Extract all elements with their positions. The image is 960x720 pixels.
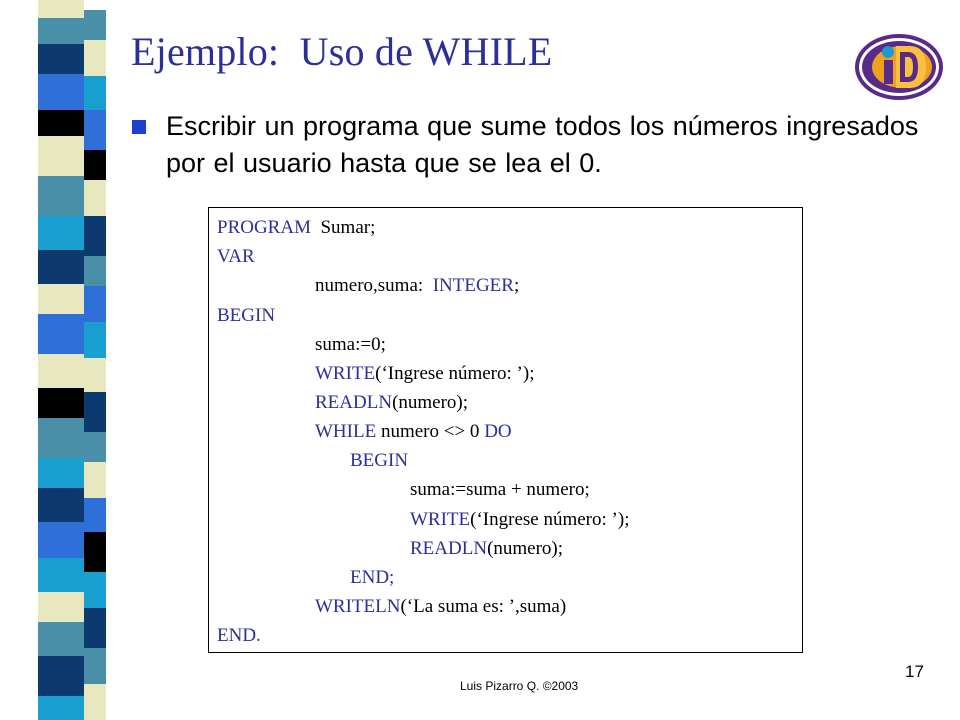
code-line xyxy=(350,563,394,593)
code-line xyxy=(315,271,519,301)
bar-block xyxy=(38,622,84,656)
code-line xyxy=(315,388,468,418)
code-keyword: DO xyxy=(484,421,512,442)
code-line xyxy=(315,330,386,360)
code-text: Sumar; xyxy=(310,217,376,238)
bar-block xyxy=(84,358,106,392)
bar-block xyxy=(84,256,106,286)
code-line xyxy=(410,475,590,505)
code-keyword: PROGRAM xyxy=(217,217,311,238)
code-listing xyxy=(208,207,803,653)
code-line xyxy=(217,242,255,272)
code-text: (numero); xyxy=(392,392,469,413)
bar-block xyxy=(38,314,84,354)
bar-block xyxy=(84,76,106,110)
bar-block xyxy=(84,648,106,684)
bar-block xyxy=(38,592,84,622)
bar-block xyxy=(38,418,84,458)
logo-id xyxy=(852,30,946,104)
bar-block xyxy=(38,74,84,110)
bar-block xyxy=(84,110,106,150)
code-line xyxy=(350,446,408,476)
code-line xyxy=(217,621,261,651)
code-text: (‘Ingrese número: ’); xyxy=(470,509,630,530)
code-text: suma:=suma + numero; xyxy=(410,479,590,500)
code-text: suma:=0; xyxy=(315,334,386,355)
code-line xyxy=(410,534,563,564)
bar-block xyxy=(84,216,106,256)
code-keyword: WHILE xyxy=(315,421,377,442)
bar-block xyxy=(38,0,84,18)
code-keyword: END; xyxy=(350,567,395,588)
bar-block xyxy=(38,388,84,418)
code-text: (‘La suma es: ’,suma) xyxy=(400,596,567,617)
bar-block xyxy=(0,0,42,720)
code-line xyxy=(315,592,566,622)
bar-block xyxy=(84,392,106,432)
code-line xyxy=(217,213,375,243)
footer-credit: Luis Pizarro Q. ©2003 xyxy=(460,679,579,693)
code-keyword: BEGIN xyxy=(350,450,409,471)
slide-title: Ejemplo: Uso de WHILE xyxy=(131,29,553,74)
code-keyword: VAR xyxy=(217,246,255,267)
bar-block xyxy=(38,250,84,284)
bar-block xyxy=(84,286,106,322)
code-text: numero,suma: xyxy=(315,275,433,296)
bar-block xyxy=(84,462,106,498)
bar-block xyxy=(38,136,84,176)
bullet-square-icon xyxy=(132,120,146,134)
bar-block xyxy=(38,284,84,314)
bar-block xyxy=(84,608,106,648)
bar-block xyxy=(84,322,106,358)
bar-block xyxy=(38,176,84,216)
bar-block xyxy=(38,656,84,696)
code-keyword: WRITE xyxy=(315,363,376,384)
bar-block xyxy=(38,522,84,558)
page-number: 17 xyxy=(905,662,924,681)
bar-block xyxy=(84,0,106,10)
code-line xyxy=(315,359,534,389)
code-line xyxy=(217,301,275,331)
bar-block xyxy=(38,216,84,250)
code-text: ; xyxy=(513,275,520,296)
bar-block xyxy=(84,150,106,180)
bar-block xyxy=(38,354,84,388)
code-keyword: INTEGER xyxy=(432,275,514,296)
code-text: numero <> 0 xyxy=(376,421,485,442)
code-keyword: WRITELN xyxy=(315,596,401,617)
bar-block xyxy=(84,40,106,76)
logo-icon xyxy=(852,30,946,104)
bullet-text: Escribir un programa que sume todos los números ingresados por el usuario hasta que se lea el 0. xyxy=(166,111,919,178)
bar-block xyxy=(38,18,84,44)
code-line xyxy=(315,417,512,447)
bar-block xyxy=(38,458,84,488)
code-keyword: READLN xyxy=(315,392,393,413)
code-line xyxy=(410,505,629,535)
bar-block xyxy=(38,558,84,592)
code-keyword: BEGIN xyxy=(217,305,276,326)
bar-block xyxy=(84,684,106,720)
bar-block xyxy=(38,44,84,74)
code-keyword: WRITE xyxy=(410,509,471,530)
code-keyword: END. xyxy=(217,625,261,646)
bar-block xyxy=(84,10,106,40)
bar-block xyxy=(38,488,84,522)
bar-block xyxy=(38,696,84,720)
bar-block xyxy=(84,432,106,462)
bar-block xyxy=(84,180,106,216)
bar-block xyxy=(38,110,84,136)
bar-block xyxy=(84,572,106,608)
code-text: (‘Ingrese número: ’); xyxy=(375,363,535,384)
code-text: (numero); xyxy=(487,538,564,559)
bar-block xyxy=(84,498,106,532)
bar-block xyxy=(84,532,106,572)
decorative-left-bar xyxy=(0,0,110,720)
code-keyword: READLN xyxy=(410,538,488,559)
